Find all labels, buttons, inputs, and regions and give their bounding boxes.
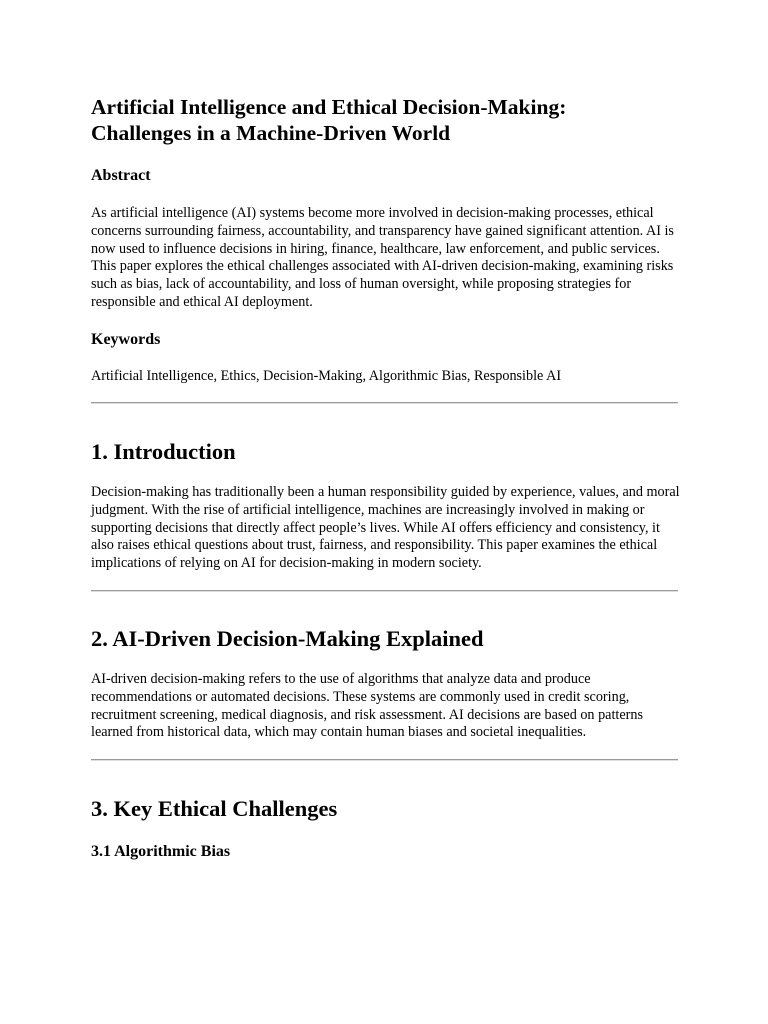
section-2-heading: 2. AI-Driven Decision-Making Explained [91, 626, 484, 651]
section-divider [91, 759, 678, 761]
abstract-heading: Abstract [91, 167, 151, 184]
section-divider [91, 402, 678, 404]
keywords-text: Artificial Intelligence, Ethics, Decision-Making, Algorithmic Bias, Responsible AI [91, 368, 562, 384]
abstract-text: As artificial intelligence (AI) systems become more involved in decision-making processes, ethical concerns surrounding fairness, accountability, and transparency have gained significant attention. AI is now used to influence decisions in hiring, finance, healthcare, law enforcement, and public services. This paper explores the ethical challenges associated with AI-driven decision-making, examining risks such as bias, lack of accountability, and loss of human oversight, while proposing strategies for responsible and ethical AI deployment. [91, 205, 674, 310]
document-title [91, 94, 679, 146]
section-1-heading: 1. Introduction [91, 439, 236, 464]
subsection-3-1-heading: 3.1 Algorithmic Bias [91, 843, 231, 860]
title-line-2: Challenges in a Machine-Driven World [91, 121, 451, 145]
section-1-text: Decision-making has traditionally been a human responsibility guided by experience, values, and moral judgment. With the rise of artificial intelligence, machines are increasingly involved in making or supporting decisions that directly affect people’s lives. While AI offers efficiency and consistency, it also raises ethical questions about trust, fairness, and responsibility. This paper examines the ethical implications of relying on AI for decision-making in modern society. [91, 484, 680, 572]
section-3-heading: 3. Key Ethical Challenges [91, 796, 338, 821]
section-divider [91, 590, 678, 592]
keywords-heading: Keywords [91, 331, 161, 348]
section-2-text: AI-driven decision-making refers to the use of algorithms that analyze data and produce recommendations or automated decisions. These systems are commonly used in credit scoring, recruitment screening, medical diagnosis, and risk assessment. AI decisions are based on patterns learned from historical data, which may contain human biases and societal inequalities. [91, 671, 643, 741]
title-line-1: Artificial Intelligence and Ethical Decision-Making: [91, 95, 567, 119]
